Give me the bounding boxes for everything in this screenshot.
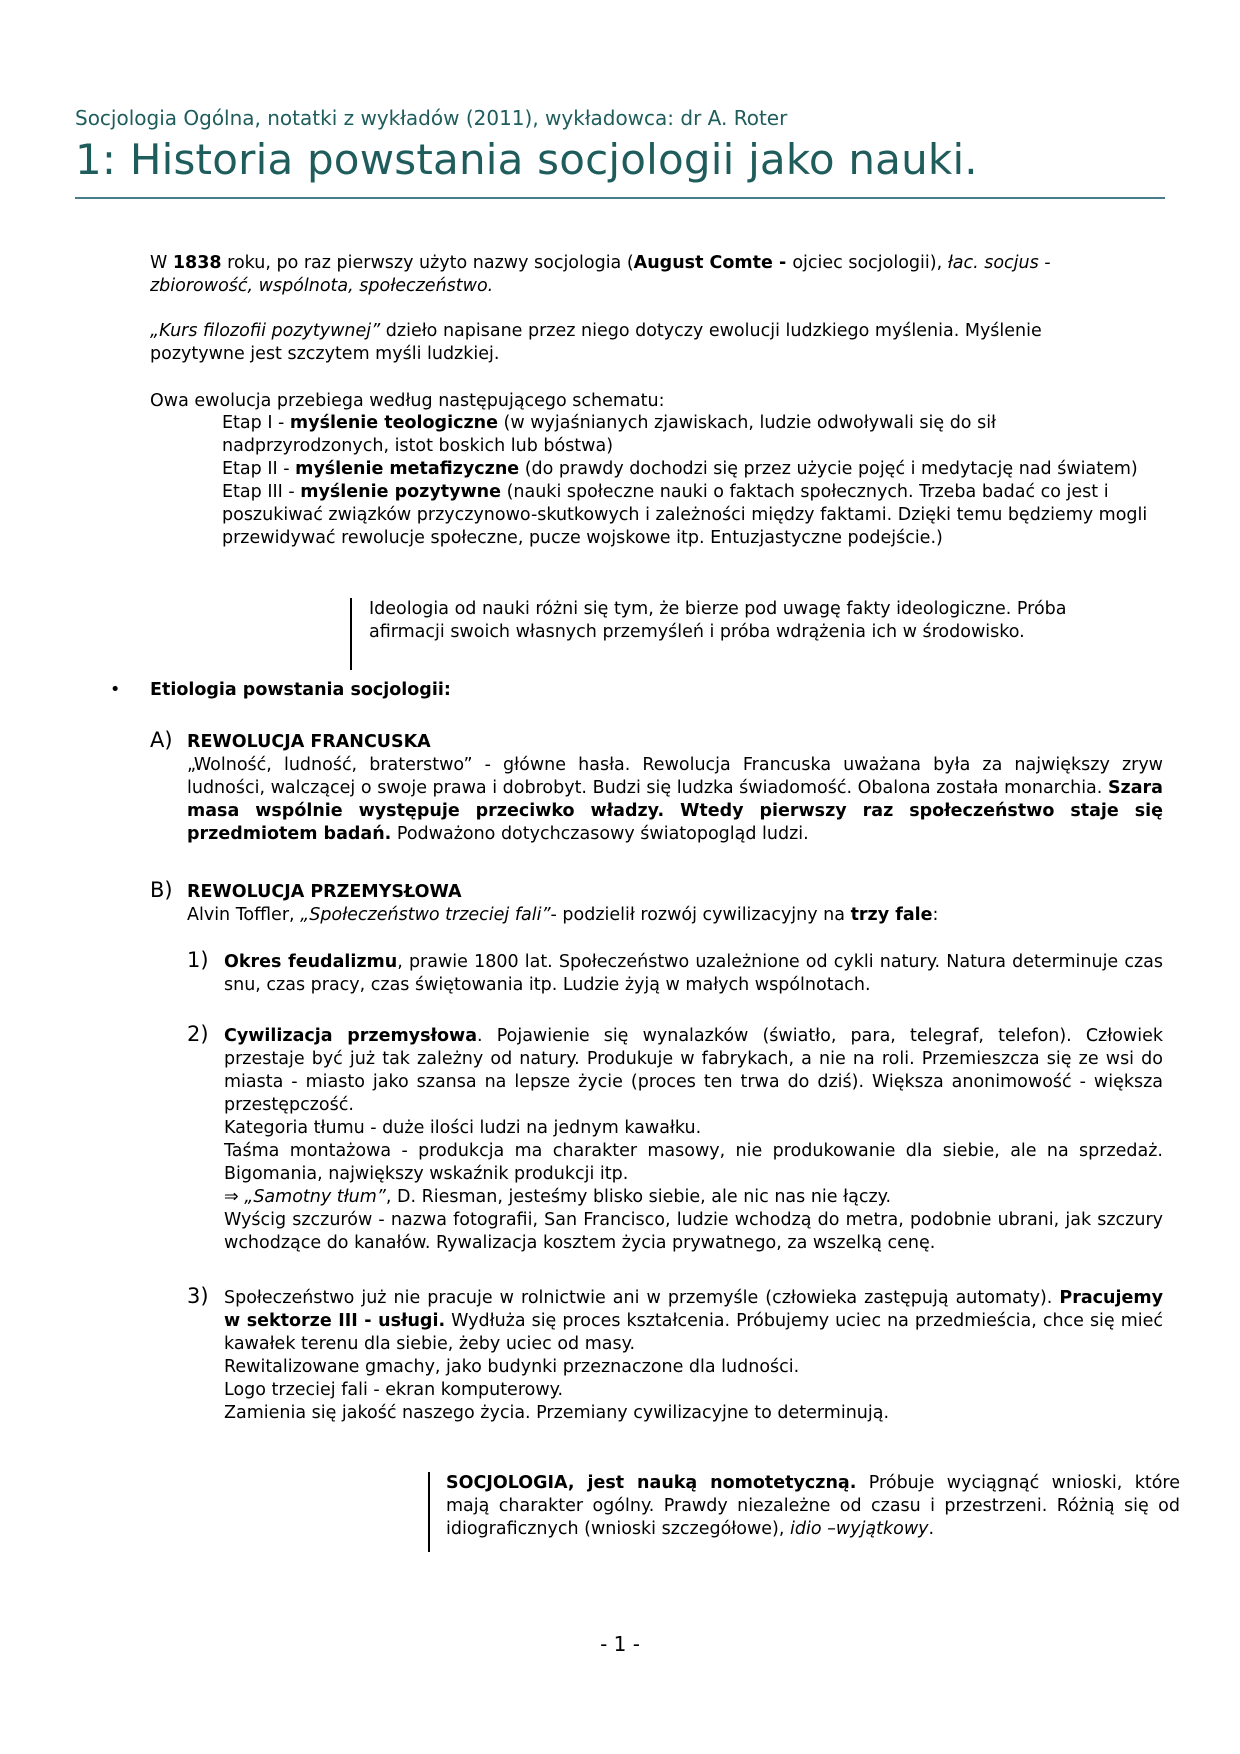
stage-label: Etap III -	[222, 482, 301, 502]
text-run: „Wolność, ludność, braterstwo” - główne hasła. Rewolucja Francuska uważana była za największy zryw ludności, walczącej o swoje prawa i dobrobyt. Budzi się ludzka świadomość. Obalona została monarchia.	[187, 755, 1163, 798]
stage-list	[222, 412, 1152, 550]
intro-paragraph-2	[150, 320, 1120, 366]
wave-1-marker: 1)	[187, 948, 209, 972]
text-run: ojciec socjologii),	[792, 253, 948, 273]
wave-text: , prawie 1800 lat. Społeczeństwo uzależnione od cykli natury. Natura determinuje czas snu, czas pracy, czas świętowania itp. Ludzie żyją w małych wspólnotach.	[224, 952, 1163, 995]
document-title: 1: Historia powstania socjologii jako nauki.	[75, 135, 978, 184]
book-italic: „Społeczeństwo trzeciej fali”	[300, 905, 551, 925]
wave-line: Taśma montażowa - produkcja ma charakter masowy, nie produkowanie dla siebie, ale na sprzedaż. Bigomania, największy wskaźnik produkcji itp.	[224, 1141, 1163, 1184]
heading-text: Etiologia powstania socjologii:	[150, 680, 451, 700]
book-italic: „Samotny tłum”	[244, 1187, 386, 1207]
text-run: :	[932, 905, 939, 925]
wave-3-marker: 3)	[187, 1284, 209, 1308]
text-run: - podzielił rozwój cywilizacyjny na	[550, 905, 851, 925]
sociology-note	[428, 1472, 1180, 1552]
stage-label: Etap I -	[222, 413, 290, 433]
stage-text: (w wyjaśnianych zjawiskach, ludzie odwoływali się do sił nadprzyrodzonych, istot boskich lub bóstwa)	[222, 413, 997, 456]
wave-line: Rewitalizowane gmachy, jako budynki przeznaczone dla ludności.	[224, 1357, 800, 1377]
latin-italic: łac. socjus - zbiorowość, wspólnota, społeczeństwo.	[150, 253, 1051, 296]
text-run: Wydłuża się proces kształcenia. Próbujemy uciec na przedmieścia, chce się mieć kawałek terenu dla siebie, żeby uciec od masy.	[224, 1311, 1163, 1354]
bold-run: SOCJOLOGIA, jest nauką nomotetyczną.	[446, 1473, 857, 1493]
intro-paragraph-1	[150, 252, 1120, 298]
stage-name: myślenie teologiczne	[289, 413, 498, 433]
section-b	[187, 881, 1163, 927]
stage-item	[222, 458, 1152, 481]
ideology-note	[350, 598, 1129, 670]
wave-3	[224, 1287, 1163, 1425]
bullet-symbol: •	[110, 680, 121, 700]
section-b-heading: REWOLUCJA PRZEMYSŁOWA	[187, 882, 462, 902]
intro-paragraph-3: Owa ewolucja przebiega według następującego schematu:	[150, 391, 665, 411]
stage-name: myślenie pozytywne	[300, 482, 502, 502]
text-run: dzieło napisane przez niego dotyczy ewolucji ludzkiego myślenia. Myślenie pozytywne jest szczytem myśli ludzkiej.	[150, 321, 1042, 364]
text-run: roku, po raz pierwszy użyto nazwy socjologia (	[221, 253, 634, 273]
text-run: Społeczeństwo już nie pracuje w rolnictwie ani w przemyśle (człowieka zastępują automaty).	[224, 1288, 1060, 1308]
section-a-marker: A)	[150, 728, 173, 752]
text-run: W	[150, 253, 173, 273]
section-a	[187, 731, 1163, 846]
year-bold: 1838	[172, 253, 222, 273]
section-b-marker: B)	[150, 878, 173, 902]
bold-run: trzy fale	[850, 905, 933, 925]
bold-run: Szara masa wspólnie występuje przeciwko władzy. Wtedy pierwszy raz społeczeństwo staje się przedmiotem badań.	[187, 778, 1163, 844]
note-text: Ideologia od nauki różni się tym, że bierze pod uwagę fakty ideologiczne. Próba afirmacji swoich własnych przemyśleń i próba wdrążenia ich w środowisko.	[369, 599, 1067, 642]
wave-1	[224, 951, 1163, 997]
stage-text: (do prawdy dochodzi się przez użycie pojęć i medytację nad światem)	[519, 459, 1138, 479]
stage-label: Etap II -	[222, 459, 296, 479]
page-number: - 1 -	[600, 1632, 640, 1656]
wave-2-marker: 2)	[187, 1022, 209, 1046]
document-subtitle: Socjologia Ogólna, notatki z wykładów (2011), wykładowca: dr A. Roter	[75, 106, 788, 130]
text-run: .	[928, 1519, 935, 1539]
text-run: , D. Riesman, jesteśmy blisko siebie, ale nic nas nie łączy.	[385, 1187, 892, 1207]
section-a-heading: REWOLUCJA FRANCUSKA	[187, 732, 431, 752]
wave-line: Kategoria tłumu - duże ilości ludzi na jednym kawałku.	[224, 1118, 702, 1138]
wave-line: Wyścig szczurów - nazwa fotografii, San Francisco, ludzie wchodzą do metra, podobnie ubrani, jak szczury wchodzące do kanałów. Rywalizacja kosztem życia prywatnego, za wszelką cenę.	[224, 1210, 1163, 1253]
wave-line	[224, 1186, 1163, 1209]
wave-name: Okres feudalizmu	[224, 952, 398, 972]
stage-item	[222, 481, 1152, 550]
title-underline	[75, 197, 1165, 199]
arrow-icon: ⇒	[224, 1187, 239, 1207]
comte-bold: August Comte -	[633, 253, 793, 273]
etiology-heading	[150, 679, 451, 702]
book-title-italic: „Kurs filozofii pozytywnej”	[150, 321, 381, 341]
wave-2	[224, 1025, 1163, 1255]
wave-text: . Pojawienie się wynalazków (światło, para, telegraf, telefon). Człowiek przestaje być już tak zależny od natury. Produkuje w fabrykach, a nie na roli. Przemieszcza się ze wsi do miasta - miasto jako szansa na lepsze życie (proces ten trwa do dziś). Większa anonimowość - większa przestępczość.	[224, 1026, 1163, 1115]
stage-item	[222, 412, 1152, 458]
stage-name: myślenie metafizyczne	[295, 459, 520, 479]
text-run: Alvin Toffler,	[187, 905, 301, 925]
wave-line: Logo trzeciej fali - ekran komputerowy.	[224, 1380, 564, 1400]
text-run: Próbuje wyciągnąć wnioski, które mają charakter ogólny. Prawdy niezależne od czasu i przestrzeni. Różnią się od idiograficznych (wnioski szczegółowe),	[446, 1473, 1180, 1539]
stage-text: (nauki społeczne nauki o faktach społecznych. Trzeba badać co jest i poszukiwać związków przyczynowo-skutkowych i zależności między faktami. Dzięki temu będziemy mogli przewidywać rewolucje społeczne, pucze wojskowe itp. Entuzjastyczne podejście.)	[222, 482, 1148, 548]
bold-run: Pracujemy w sektorze III - usługi.	[224, 1288, 1163, 1331]
wave-line: Zamienia się jakość naszego życia. Przemiany cywilizacyjne to determinują.	[224, 1403, 890, 1423]
wave-name: Cywilizacja przemysłowa	[224, 1026, 478, 1046]
text-run: Podważono dotychczasowy światopogląd ludzi.	[391, 824, 809, 844]
italic-run: idio –wyjątkowy	[790, 1519, 929, 1539]
